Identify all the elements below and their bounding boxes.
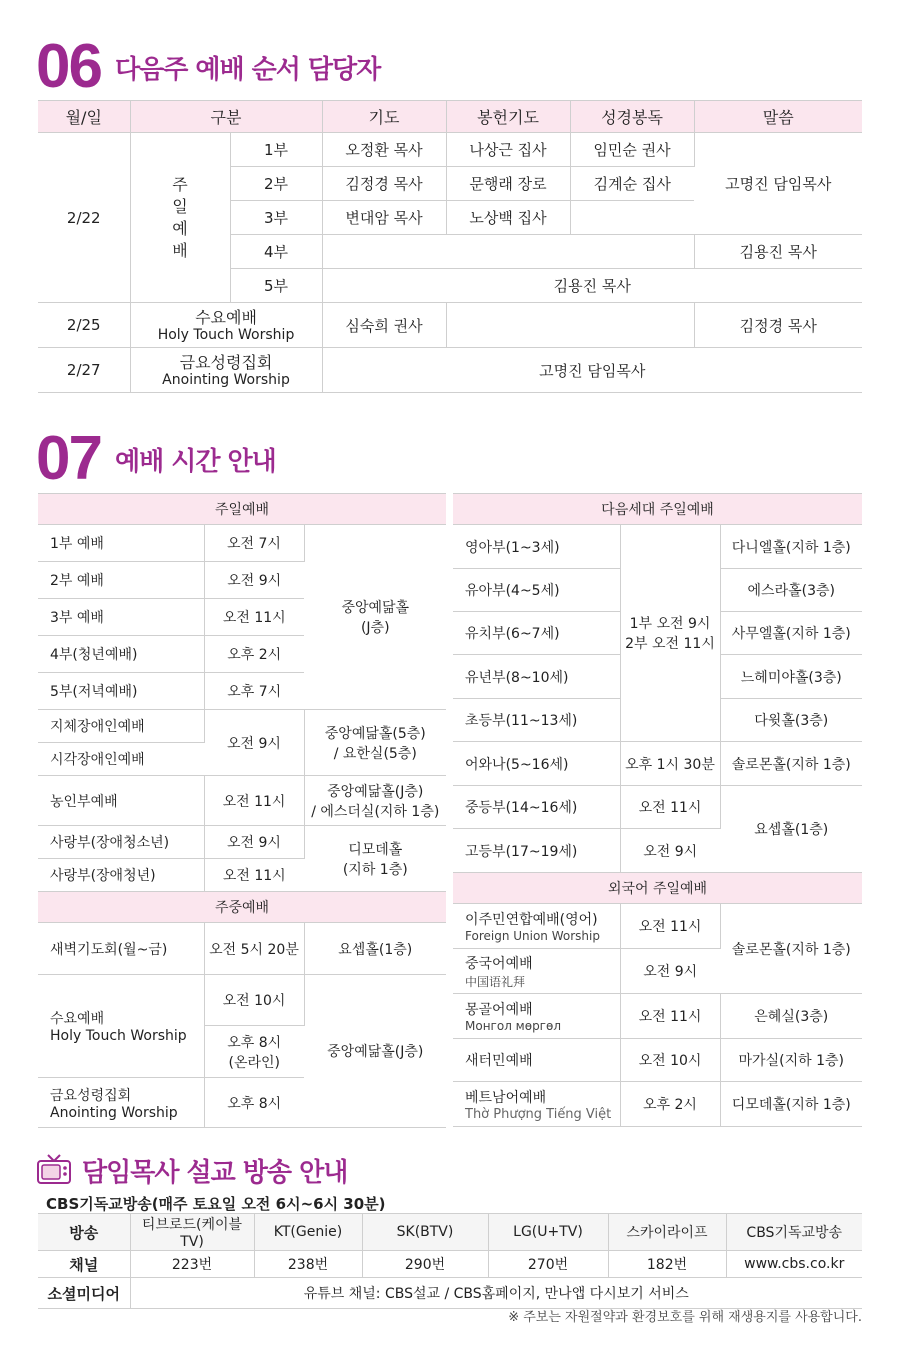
service-name: 2부 예배: [38, 562, 204, 599]
row-label-social: 소셜미디어: [38, 1278, 130, 1309]
department-place: 다니엘홀(지하 1층): [720, 525, 862, 569]
service-time: 오전 11시: [204, 859, 304, 892]
department-time: 오후 1시 30분: [620, 742, 720, 786]
recycled-paper-note: ※ 주보는 자원절약과 환경보호를 위해 재생용지를 사용합니다.: [508, 1310, 862, 1325]
channel-name: CBS기독교방송: [726, 1214, 862, 1251]
prayer-cell: 김정경 목사: [322, 167, 446, 201]
service-name: 농인부예배: [38, 776, 204, 826]
part-cell: 2부: [230, 167, 322, 201]
service-place: 중앙예닮홀(J층) / 에스더실(지하 1층): [304, 776, 446, 826]
part-cell: 5부: [230, 269, 322, 303]
service-time: 오전 11시: [204, 776, 304, 826]
date-cell: 2/27: [38, 348, 130, 393]
social-media-info: 유튜브 채널: CBS설교 / CBS홈페이지, 만나앱 다시보기 서비스: [130, 1278, 862, 1309]
department-place: 느헤미야홀(3층): [720, 655, 862, 699]
foreign-service-name: 몽골어예배 Монгол мөргөл: [453, 994, 620, 1039]
fri-service-name: 금요성령집회 Anointing Worship: [130, 348, 322, 393]
service-name: 4부(청년예배): [38, 636, 204, 673]
service-time: 오후 8시: [204, 1078, 304, 1128]
service-place: 중앙예닮홀(J층): [304, 975, 446, 1128]
date-cell: 2/22: [38, 133, 130, 303]
foreign-service-name: 베트남어예배 Thờ Phượng Tiếng Việt: [453, 1082, 620, 1127]
section-number: 06: [36, 32, 101, 101]
wed-service-name: 수요예배 Holy Touch Worship: [130, 303, 322, 348]
service-time: 오전 10시: [204, 975, 304, 1026]
part-cell: 3부: [230, 201, 322, 235]
service-name: 금요성령집회 Anointing Worship: [38, 1078, 204, 1128]
col-header-date: 월/일: [38, 101, 130, 133]
date-cell: 2/25: [38, 303, 130, 348]
foreign-service-name: 이주민연합예배(영어) Foreign Union Worship: [453, 904, 620, 949]
service-time: 오전 9시: [204, 710, 304, 776]
section-07-header: [36, 424, 276, 493]
service-time: 오후 2시: [204, 636, 304, 673]
weekday-header: 주중예배: [38, 892, 446, 923]
col-header-offering: 봉헌기도: [446, 101, 570, 133]
channel-number: 223번: [130, 1251, 254, 1278]
department-time: 오전 9시: [620, 829, 720, 873]
nextgen-header: 다음세대 주일예배: [453, 494, 862, 525]
channel-number: 270번: [488, 1251, 608, 1278]
channel-name: 스카이라이프: [608, 1214, 726, 1251]
foreign-service-place: 마가실(지하 1층): [720, 1039, 862, 1082]
reading-cell: 임민순 권사: [570, 133, 694, 167]
broadcast-table: [38, 1213, 862, 1309]
department-name: 어와나(5~16세): [453, 742, 620, 786]
col-header-reading: 성경봉독: [570, 101, 694, 133]
service-name: 1부 예배: [38, 525, 204, 562]
foreign-service-place: 디모데홀(지하 1층): [720, 1082, 862, 1127]
prayer-cell: 변대암 목사: [322, 201, 446, 235]
col-header-prayer: 기도: [322, 101, 446, 133]
department-place: 다윗홀(3층): [720, 699, 862, 742]
channel-number: 290번: [362, 1251, 488, 1278]
foreign-service-place: 은혜실(3층): [720, 994, 862, 1039]
col-header-type: 구분: [130, 101, 322, 133]
department-name: 유아부(4~5세): [453, 569, 620, 612]
row-label-channel: 채널: [38, 1251, 130, 1278]
broadcast-header: [36, 1152, 347, 1189]
nextgen-foreign-schedule: [453, 493, 862, 1127]
service-place: 중앙예닮홀(5층) / 요한실(5층): [304, 710, 446, 776]
department-time: 1부 오전 9시 2부 오전 11시: [620, 525, 720, 742]
channel-name: KT(Genie): [254, 1214, 362, 1251]
sunday-weekday-schedule: [38, 493, 446, 1128]
all-cell: 김용진 목사: [322, 269, 862, 303]
department-name: 중등부(14~16세): [453, 786, 620, 829]
foreign-service-name: 중국어예배 中国语礼拜: [453, 949, 620, 994]
channel-name: SK(BTV): [362, 1214, 488, 1251]
service-name: 지체장애인예배: [38, 710, 204, 743]
reading-cell: 김계순 집사: [570, 167, 694, 201]
service-name: 수요예배 Holy Touch Worship: [38, 975, 204, 1078]
broadcast-title: 담임목사 설교 방송 안내: [82, 1158, 348, 1188]
service-time: 오후 7시: [204, 673, 304, 710]
section-06-header: [36, 32, 381, 101]
service-time: 오전 7시: [204, 525, 304, 562]
service-time: 오전 11시: [204, 599, 304, 636]
prayer-cell: 오정환 목사: [322, 133, 446, 167]
service-assignment-table: [38, 100, 862, 393]
cbs-schedule-line: CBS기독교방송(매주 토요일 오전 6시~6시 30분): [46, 1195, 386, 1213]
department-name: 유년부(8~10세): [453, 655, 620, 699]
foreign-service-place: 솔로몬홀(지하 1층): [720, 904, 862, 994]
channel-number: 182번: [608, 1251, 726, 1278]
service-place: 디모데홀 (지하 1층): [304, 826, 446, 892]
sermon-cell: 김용진 목사: [694, 235, 862, 269]
service-time: 오후 8시 (온라인): [204, 1026, 304, 1078]
foreign-service-time: 오전 10시: [620, 1039, 720, 1082]
sermon-cell: 고명진 담임목사: [694, 133, 862, 235]
reading-cell: [570, 201, 694, 235]
sunday-header: 주일예배: [38, 494, 446, 525]
sermon-cell: 김정경 목사: [694, 303, 862, 348]
department-name: 초등부(11~13세): [453, 699, 620, 742]
col-header-sermon: 말씀: [694, 101, 862, 133]
offering-cell: 노상백 집사: [446, 201, 570, 235]
department-place: 요셉홀(1층): [720, 786, 862, 873]
part-cell: 1부: [230, 133, 322, 167]
department-place: 에스라홀(3층): [720, 569, 862, 612]
row-label-broadcast: 방송: [38, 1214, 130, 1251]
foreign-service-time: 오전 11시: [620, 904, 720, 949]
service-name: 시각장애인예배: [38, 743, 204, 776]
department-place: 솔로몬홀(지하 1층): [720, 742, 862, 786]
offering-cell: 나상근 집사: [446, 133, 570, 167]
foreign-service-time: 오전 11시: [620, 994, 720, 1039]
empty-cell: [446, 303, 694, 348]
sunday-label: 주 일 예 배: [130, 133, 230, 303]
department-name: 영아부(1~3세): [453, 525, 620, 569]
part-cell: 4부: [230, 235, 322, 269]
section-title: 다음주 예배 순서 담당자: [114, 54, 381, 85]
cbs-website-link[interactable]: www.cbs.co.kr: [726, 1251, 862, 1278]
foreign-header: 외국어 주일예배: [453, 873, 862, 904]
foreign-service-time: 오후 2시: [620, 1082, 720, 1127]
empty-cell: [322, 235, 694, 269]
section-number: 07: [36, 424, 101, 493]
channel-number: 238번: [254, 1251, 362, 1278]
service-name: 사랑부(장애청소년): [38, 826, 204, 859]
foreign-service-time: 오전 9시: [620, 949, 720, 994]
service-name: 3부 예배: [38, 599, 204, 636]
service-name: 5부(저녁예배): [38, 673, 204, 710]
department-name: 고등부(17~19세): [453, 829, 620, 873]
channel-name: 티브로드(케이블TV): [130, 1214, 254, 1251]
service-place: 중앙예닮홀 (J층): [304, 525, 446, 710]
service-name: 사랑부(장애청년): [38, 859, 204, 892]
department-place: 사무엘홀(지하 1층): [720, 612, 862, 655]
prayer-cell: 심숙희 권사: [322, 303, 446, 348]
service-time: 오전 5시 20분: [204, 923, 304, 975]
offering-cell: 문행래 장로: [446, 167, 570, 201]
service-time: 오전 9시: [204, 826, 304, 859]
service-place: 요셉홀(1층): [304, 923, 446, 975]
department-name: 유치부(6~7세): [453, 612, 620, 655]
service-time: 오전 9시: [204, 562, 304, 599]
tv-icon: [36, 1153, 72, 1189]
service-name: 새벽기도회(월~금): [38, 923, 204, 975]
department-time: 오전 11시: [620, 786, 720, 829]
foreign-service-name: 새터민예배: [453, 1039, 620, 1082]
channel-name: LG(U+TV): [488, 1214, 608, 1251]
section-title: 예배 시간 안내: [114, 446, 276, 477]
all-cell: 고명진 담임목사: [322, 348, 862, 393]
